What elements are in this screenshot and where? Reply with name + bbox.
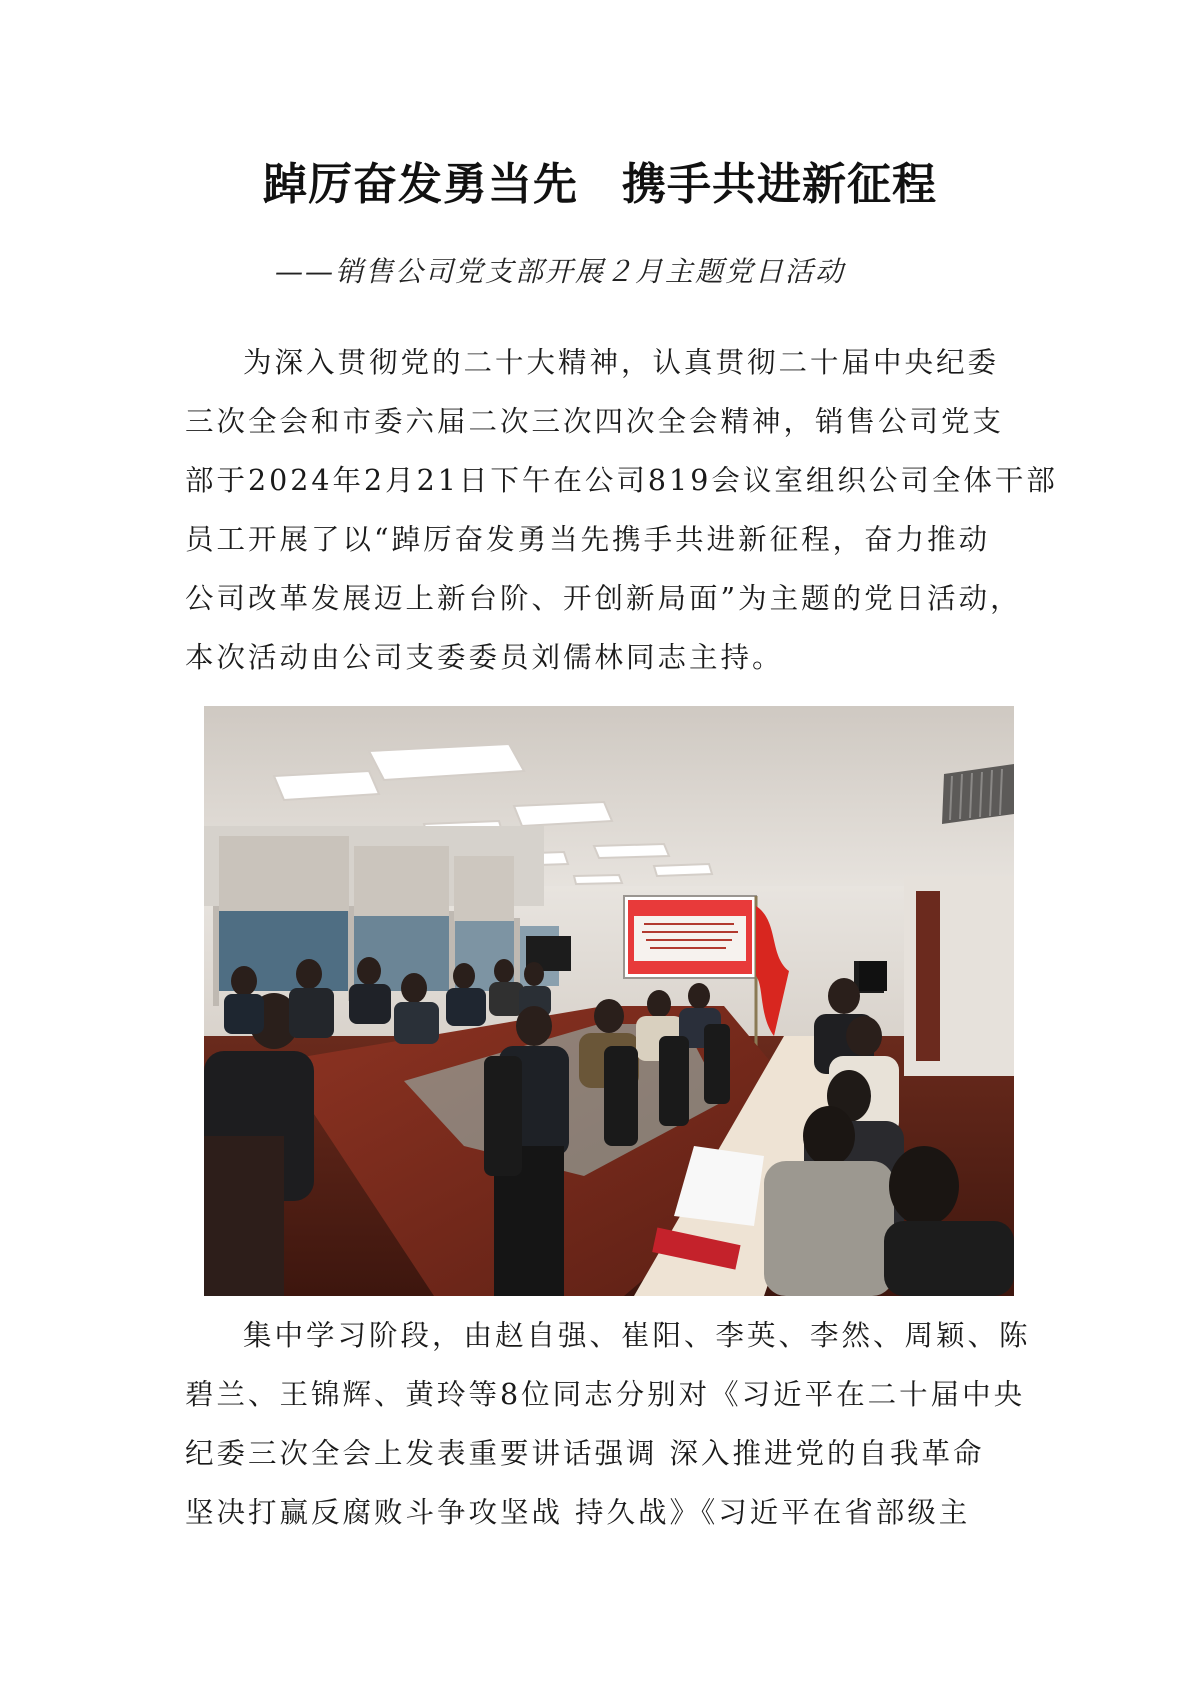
paragraph-line: 坚决打赢反腐败斗争攻坚战 持久战》《习近平在省部级主 [185, 1496, 971, 1529]
paragraph-line: 纪委三次全会上发表重要讲话强调 深入推进党的自我革命 [185, 1437, 985, 1470]
paragraph-line: 本次活动由公司支委委员刘儒林同志主持。 [185, 641, 784, 674]
paragraph-intro [185, 333, 1058, 687]
paragraph-study [185, 1306, 1031, 1542]
paragraph-line: 三次全会和市委六届二次三次四次全会精神，销售公司党支 [185, 405, 1005, 438]
paragraph-line: 员工开展了以“踔厉奋发勇当先携手共进新征程，奋力推动 [185, 523, 991, 556]
page-subtitle: ——销售公司党支部开展２月主题党日活动 [275, 255, 846, 288]
paragraph-line: 集中学习阶段，由赵自强、崔阳、李英、李然、周颖、陈 [243, 1319, 1031, 1352]
title-part-2: 携手共进新征程 [622, 159, 937, 210]
paragraph-line: 为深入贯彻党的二十大精神，认真贯彻二十届中央纪委 [243, 346, 1000, 379]
paragraph-line: 碧兰、王锦辉、黄玲等8位同志分别对《习近平在二十届中央 [185, 1378, 1026, 1411]
page-title [0, 148, 1200, 212]
title-part-1: 踔厉奋发勇当先 [263, 159, 578, 210]
paragraph-line: 部于2024年2月21日下午在公司819会议室组织公司全体干部 [185, 464, 1058, 497]
meeting-photo [204, 706, 1014, 1296]
paragraph-line: 公司改革发展迈上新台阶、开创新局面”为主题的党日活动， [185, 582, 1022, 615]
